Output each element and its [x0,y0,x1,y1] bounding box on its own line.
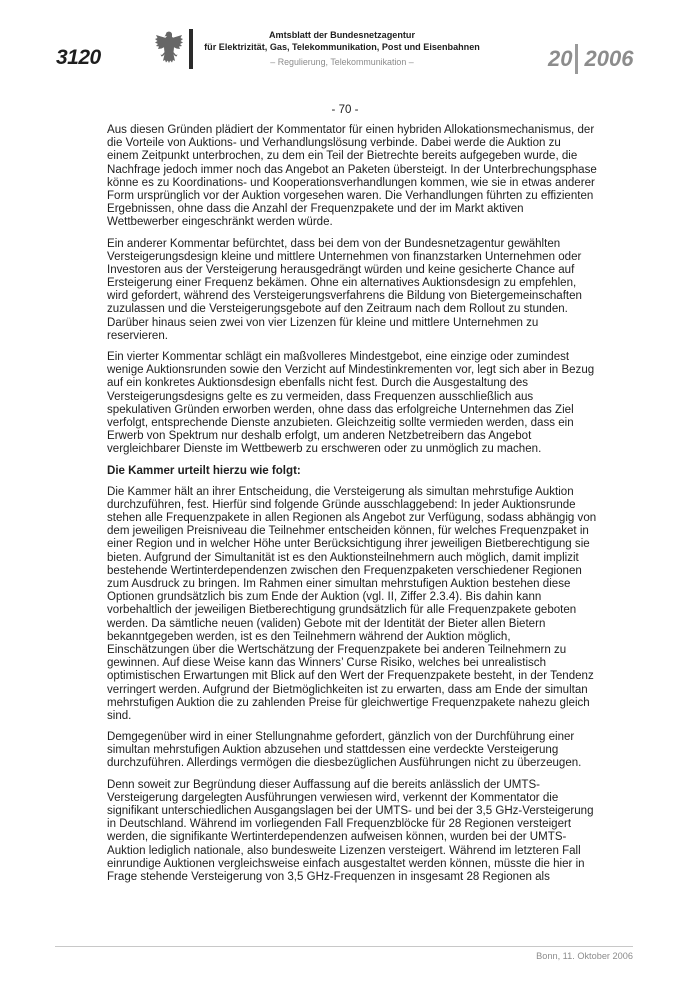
text-line: optimistischen Erwartungen mit Blick auf den Wert der Frequenzpakete besteht, in der Tendenz [107,670,594,683]
paragraph-3 [107,351,599,457]
publication-header [192,29,492,68]
text-line: zuzulassen und die Versteigerungsgebote auf den Zeitraum nach dem Rollout zu stunden. [107,303,568,316]
text-line: verfolgt, entsprechende Dienste anzubieten. Gleichzeitig sollte vermieden werden, dass ein [107,416,574,429]
text-line: in Deutschland. Während im vorliegenden Fall Frequenzblöcke für 28 Regionen versteigert [107,818,572,831]
text-line: sind. [107,709,132,722]
text-line: könne es zu Koordinations- und Kooperationsverhandlungen kommen, wie sie in etwas anderer [107,176,595,189]
issue-number: 20 [548,46,573,71]
text-line: Einschätzungen über die Wertschätzung der Frequenzpakete bei anderen Teilnehmern zu [107,643,567,656]
footer-place-date: Bonn, 11. Oktober 2006 [536,951,633,961]
text-line: Denn soweit zur Begründung dieser Auffassung auf die bereits anlässlich der UMTS- [107,778,541,791]
paragraph-4 [107,486,599,723]
text-line: bestehende Wertinterdependenzen zwischen den Frequenzpaketen verschiedener Regionen [107,564,582,577]
text-line: bekanntgegeben werden, ist es den Teilnehmern während der Auktion möglich, [107,630,511,643]
text-line: mehrstufigen Auktion die zu zahlenden Preise für gleichwertige Frequenzpakete nahezu gleich [107,696,590,709]
paragraph-6 [107,779,599,885]
text-line: Darüber hinaus seien zwei von vier Lizenzen für kleine und mittlere Unternehmen zu [107,316,539,329]
text-line: Versteigerung dargelegten Ausführungen verwiesen wird, verkennt der Kommentator die [107,791,559,804]
text-line: Ersteigerung einer Frequenz bekämen. Ohne ein alternatives Auktionsdesign zu empfehlen, [107,277,577,290]
publication-subtitle: für Elektrizität, Gas, Telekommunikation, Post und Eisenbahnen [204,42,480,52]
publication-title: Amtsblatt der Bundesnetzagentur [268,30,416,40]
text-line: Die Kammer hält an ihrer Entscheidung, die Versteigerung als simultan mehrstufige Auktion [107,485,574,498]
text-line: Optionen grundsätzlich bis zum Ende der Auktion (vgl. II, Ziffer 2.3.4). Bis dahin kann [107,591,542,604]
text-line: verringert werden. Aufgrund der Bietmöglichkeiten ist zu erwarten, dass am Ende der simultan [107,683,588,696]
text-line: Ein vierter Kommentar schlägt ein maßvolleres Mindestgebot, eine einzige oder zumindest [107,351,570,363]
text-line: reservieren. [107,329,168,342]
text-line: einrundige Auktionen vergleichsweise einfach ausgestaltet werden können, müsste die hier in [107,857,585,870]
text-line: wenige Auktionsrunden sowie den Verzicht auf Mindestinkrementen vor, legt sich aber in Bezug [107,364,595,377]
text-line: einer Region und in welcher Höhe unter Berücksichtigung ihrer jeweiligen Bietberechtigung sie [107,538,590,551]
text-line: werden. Da sämtliche neuen (validen) Gebote mit der Identität der Bieter allen Bietern [107,617,546,630]
text-line: einem Zeitpunkt unterbrochen, zu dem ein Teil der Bietrechte bereits aufgegeben wurde, die [107,150,578,163]
paragraph-2 [107,238,599,344]
gazette-page-number: 3120 [56,46,101,69]
issue-divider [575,44,578,74]
text-line: Erwerb von Spektrum nur deshalb erfolgt, um anderen Netzbetreibern das Angebot [107,430,532,443]
paragraph-5 [107,731,599,771]
text-line: werden, die signifikante Wertinterdependenzen aufweisen können, wurden bei der UMTS- [107,831,567,844]
text-line: Demgegenüber wird in einer Stellungnahme gefordert, gänzlich von der Durchführung einer [107,731,575,744]
text-line: Versteigerungsdesign kleine und mittlere Unternehmen von finanzstarken Unternehmen oder [107,250,582,263]
paragraph-1 [107,124,599,230]
issue-year: 2006 [584,46,634,71]
text-line: Form ursprünglich vor der Auktion vorgesehen waren. Die Verhandlungen führten zu effizienten [107,189,594,202]
text-line: Versteigerungsdesigns gelte es zu vermeiden, dass Frequenzen ausschließlich aus [107,390,534,403]
text-line: Nachfrage jedoch immer noch das Angebot an Paketen übersteigt. In der Unterbrechungsphase [107,163,597,176]
text-line: Auktion lediglich nationale, also bundesweite Lizenzen versteigert. Während im letzteren Fall [107,844,581,857]
document-page-number: - 70 - [331,104,359,116]
text-line: Ergebnissen, ohne dass die Anzahl der Frequenzpakete und der im Markt aktiven [107,203,524,216]
text-line: spekulativen Gründen erworben werden, ohne dass das erfolgreiche Unternehmen das Ziel [107,403,574,416]
body-text [107,124,599,892]
issue-label [548,44,633,74]
section-heading: Die Kammer urteilt hierzu wie folgt: [107,464,301,477]
publication-section: – Regulierung, Telekommunikation – [270,57,414,67]
text-line: wird gefordert, während des Versteigerungsverfahrens die Bildung von Bietergemeinschaften [107,290,582,303]
text-line: zum Ausdruck zu bringen. Im Rahmen einer simultan mehrstufigen Auktion bestehen diese [107,578,571,590]
text-line: stehen alle Frequenzpakete in allen Regionen als Angebot zur Verfügung, sodass abhängig von [107,512,597,525]
text-line: simultan mehrstufigen Auktion abzusehen und stattdessen eine verdeckte Versteigerung [107,744,559,757]
text-line: Investoren aus der Versteigerung herausgedrängt würden und keine gesicherte Chance auf [107,263,575,276]
text-line: vorbehaltlich der jeweiligen Bietberechtigung grundsätzlich für alle Frequenzpakete geboten [107,604,577,617]
text-line: gewinnen. Auf diese Weise kann das Winners’ Curse Risiko, welches bei unrealistisch [107,657,546,670]
text-line: Aus diesen Gründen plädiert der Kommentator für einen hybriden Allokationsmechanismus, der [107,124,595,136]
text-line: durchzuführen. Allerdings vermögen die diesbezüglichen Ausführungen nicht zu überzeugen. [107,757,582,770]
text-line: dem jeweiligen Preisniveau die Teilnehmer entscheiden können, für welches Frequenzpaket in [107,525,589,538]
text-line: bieten. Aufgrund der Simultanität ist es den Auktionsteilnehmern auch möglich, damit implizit [107,551,579,564]
text-line: Wettbewerber eingeschränkt werden würde. [107,216,333,229]
text-line: vergleichbarer Dienste im Wettbewerb zu erschweren oder zu unmöglich zu machen. [107,443,542,456]
text-line: Ein anderer Kommentar befürchtet, dass bei dem von der Bundesnetzagentur gewählten [107,237,561,250]
text-line: die Vorteile von Auktions- und Verhandlungslösung verbinde. Dabei werde die Auktion zu [107,137,561,150]
federal-eagle-icon [154,30,184,68]
text-line: signifikant unterschiedlichen Ausgangslagen bei der UMTS- und bei der 3,5 GHz-Versteigerung [107,805,594,817]
text-line: durchzuführen, fest. Hierfür sind folgende Gründe ausschlaggebend: In jeder Auktionsrunde [107,498,576,511]
text-line: auf ein konkretes Auktionsdesign ebenfalls nicht fest. Durch die Ausgestaltung des [107,377,529,390]
text-line: Frage stehende Versteigerung von 3,5 GHz-Frequenzen in insgesamt 28 Regionen als [107,870,550,883]
footer-rule [55,946,633,947]
